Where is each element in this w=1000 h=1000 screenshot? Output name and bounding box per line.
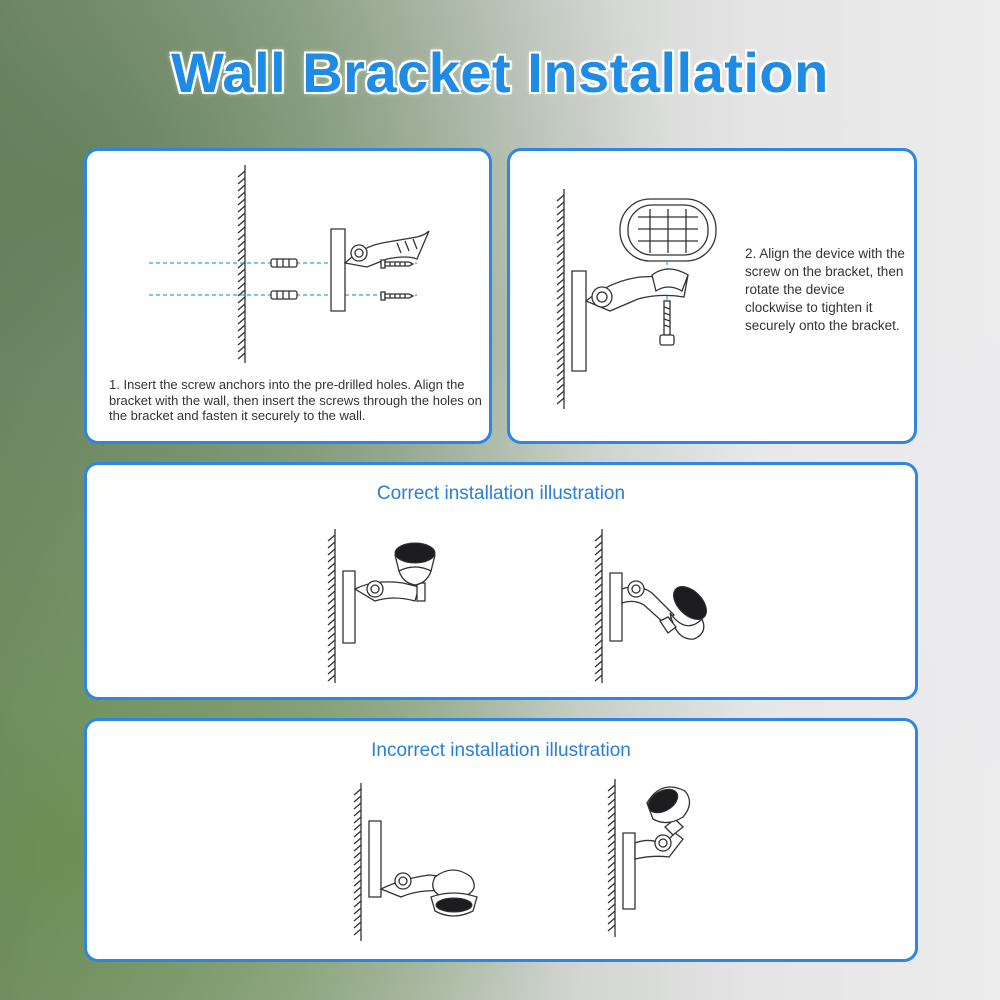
wall-hatch-mark [328,612,335,618]
wall-hatch-mark [238,220,245,226]
wall-hatch-mark [595,549,602,555]
wall-hatch-mark [238,339,245,345]
wall-hatch-mark [238,192,245,198]
wall-hatch-mark [557,335,564,341]
wall-hatch-mark [557,286,564,292]
wall-hatch-mark [328,549,335,555]
wall-hatch-mark [354,831,361,837]
wall-hatch-mark [557,391,564,397]
wall-hatch-mark [238,178,245,184]
wall-hatch-mark [238,353,245,359]
wall-hatch-mark [557,349,564,355]
wall-hatch-mark [238,248,245,254]
wall-hatch-mark [238,297,245,303]
wall-hatch-mark [608,918,615,924]
step1-panel [84,148,492,444]
wall-hatch-mark [608,869,615,875]
wall-hatch-mark [238,346,245,352]
wall-hatch-mark [608,883,615,889]
wall-hatch-mark [238,276,245,282]
wall-hatch-mark [328,661,335,667]
wall-hatch-mark [238,311,245,317]
wall-hatch-mark [328,535,335,541]
screw-top [381,260,413,268]
wall-hatch-mark [557,223,564,229]
wall-hatch-mark [354,880,361,886]
wall-hatch-mark [238,332,245,338]
wall-hatch-mark [595,570,602,576]
wall-hatch-mark [595,591,602,597]
wall-hatch-mark [238,283,245,289]
wall-hatch-mark [608,799,615,805]
wall-hatch-mark [557,258,564,264]
anchor-bottom [271,291,297,299]
correct-illustration-tilted [590,523,730,693]
wall-hatch-mark [557,209,564,215]
wall-hatch-mark [608,820,615,826]
wall-hatch-mark [608,925,615,931]
wall-hatch-mark [328,584,335,590]
wall-hatch-mark [557,293,564,299]
wall-hatch-mark [328,605,335,611]
wall-hatch-mark [557,300,564,306]
wall-hatch-mark [557,356,564,362]
wall-hatch-mark [557,321,564,327]
incorrect-installation-title: Incorrect installation illustration [371,740,631,761]
wall-hatch-mark [595,612,602,618]
wall-hatch-mark [595,556,602,562]
wall-hatch-mark [608,841,615,847]
wall-hatch-mark [557,384,564,390]
wall-hatch-mark [328,633,335,639]
wall-hatch-mark [354,803,361,809]
wall-hatch-mark [595,668,602,674]
correct-installation-panel [84,462,918,700]
wall-hatch-mark [608,848,615,854]
wall-hatch-mark [238,304,245,310]
wall-hatch-mark [595,563,602,569]
step2-panel [507,148,917,444]
step1-illustration [87,151,492,381]
wall-hatch-mark [238,318,245,324]
wall-hatch-mark [238,325,245,331]
wall-hatch-mark [557,244,564,250]
wall-hatch-mark [557,237,564,243]
wall-hatch-mark [557,342,564,348]
wall-hatch-mark [608,855,615,861]
wall-hatch-mark [557,377,564,383]
wall-hatch-mark [328,640,335,646]
wall-hatch-mark [608,827,615,833]
wall-hatch-mark [557,307,564,313]
wall-hatch-mark [608,834,615,840]
wall-hatch-mark [354,859,361,865]
correct-installation-title: Correct installation illustration [376,483,626,504]
wall-hatch-mark [328,598,335,604]
wall-hatch-mark [608,792,615,798]
wall-hatch-mark [354,915,361,921]
wall-hatch-mark [354,817,361,823]
wall-hatch-mark [328,626,335,632]
wall-hatch-mark [328,668,335,674]
wall-hatch-mark [354,894,361,900]
wall-hatch-mark [354,922,361,928]
wall-hatch-mark [354,887,361,893]
wall-hatch-mark [328,619,335,625]
wall-hatch-mark [557,370,564,376]
wall-hatch-mark [354,789,361,795]
wall-hatch-mark [595,626,602,632]
wall-hatch-mark [328,577,335,583]
wall-hatch-mark [328,647,335,653]
wall-hatch-mark [608,813,615,819]
wall-hatch-mark [595,584,602,590]
correct-illustration-upright [323,523,463,693]
wall-hatch-mark [608,806,615,812]
incorrect-illustration-upward [603,773,763,943]
wall-hatch-mark [557,363,564,369]
anchor-top [271,259,297,267]
wall-hatch-mark [238,255,245,261]
wall-hatch-mark [595,633,602,639]
wall-hatch-mark [557,279,564,285]
wall-hatch-mark [354,873,361,879]
wall-hatch-mark [238,213,245,219]
wall-hatch-mark [557,216,564,222]
wall-hatch-mark [354,845,361,851]
wall-hatch-mark [608,904,615,910]
incorrect-installation-panel [84,718,918,962]
wall-hatch-mark [595,542,602,548]
wall-hatch-mark [608,911,615,917]
wall-hatch-mark [595,577,602,583]
wall-hatch-mark [238,171,245,177]
wall-hatch-mark [328,563,335,569]
wall-hatch-mark [354,824,361,830]
wall-hatch-mark [595,605,602,611]
wall-hatch-mark [557,202,564,208]
wall-hatch-mark [238,269,245,275]
wall-hatch-mark [354,810,361,816]
wall-hatch-mark [354,852,361,858]
screw-bottom [381,292,413,300]
wall-hatch-mark [354,929,361,935]
wall-hatch-mark [557,251,564,257]
wall-hatch-mark [608,897,615,903]
wall-hatch-mark [595,640,602,646]
wall-hatch-mark [238,185,245,191]
wall-hatch-mark [595,661,602,667]
wall-hatch-mark [595,619,602,625]
wall-hatch-mark [557,195,564,201]
wall-hatch-mark [354,901,361,907]
wall-hatch-mark [238,206,245,212]
step1-instructions: 1. Insert the screw anchors into the pre-drilled holes. Align the bracket with the wall, then insert the screws through the holes on the bracket and fasten it securely to the wall. [109,377,482,423]
wall-hatch-mark [354,866,361,872]
wall-hatch-mark [238,199,245,205]
wall-hatch-mark [608,890,615,896]
wall-hatch-mark [608,876,615,882]
wall-hatch-mark [328,675,335,681]
step2-instructions: 2. Align the device with the screw on the bracket, then rotate the device clockwise to tighten it securely onto the bracket. [745,246,905,333]
wall-hatch-mark [328,654,335,660]
wall-hatch-mark [328,591,335,597]
wall-hatch-mark [354,796,361,802]
wall-hatch-mark [595,654,602,660]
wall-hatch-mark [595,647,602,653]
wall-hatch-mark [238,227,245,233]
wall-hatch-mark [238,241,245,247]
wall-hatch-mark [354,908,361,914]
wall-hatch-mark [328,570,335,576]
wall-hatch-mark [557,265,564,271]
wall-hatch-mark [557,398,564,404]
wall-hatch-mark [557,230,564,236]
step2-illustration [510,151,740,441]
wall-hatch-mark [328,542,335,548]
wall-hatch-mark [608,862,615,868]
wall-hatch-mark [608,785,615,791]
incorrect-illustration-inverted [349,777,509,947]
wall-hatch-mark [557,328,564,334]
wall-hatch-mark [595,535,602,541]
wall-hatch-mark [238,234,245,240]
wall-hatch-mark [595,675,602,681]
wall-hatch-mark [557,314,564,320]
wall-hatch-mark [557,272,564,278]
page-title: Wall Bracket Installation [171,41,829,104]
wall-hatch-mark [595,598,602,604]
wall-hatch-mark [354,838,361,844]
wall-hatch-mark [328,556,335,562]
